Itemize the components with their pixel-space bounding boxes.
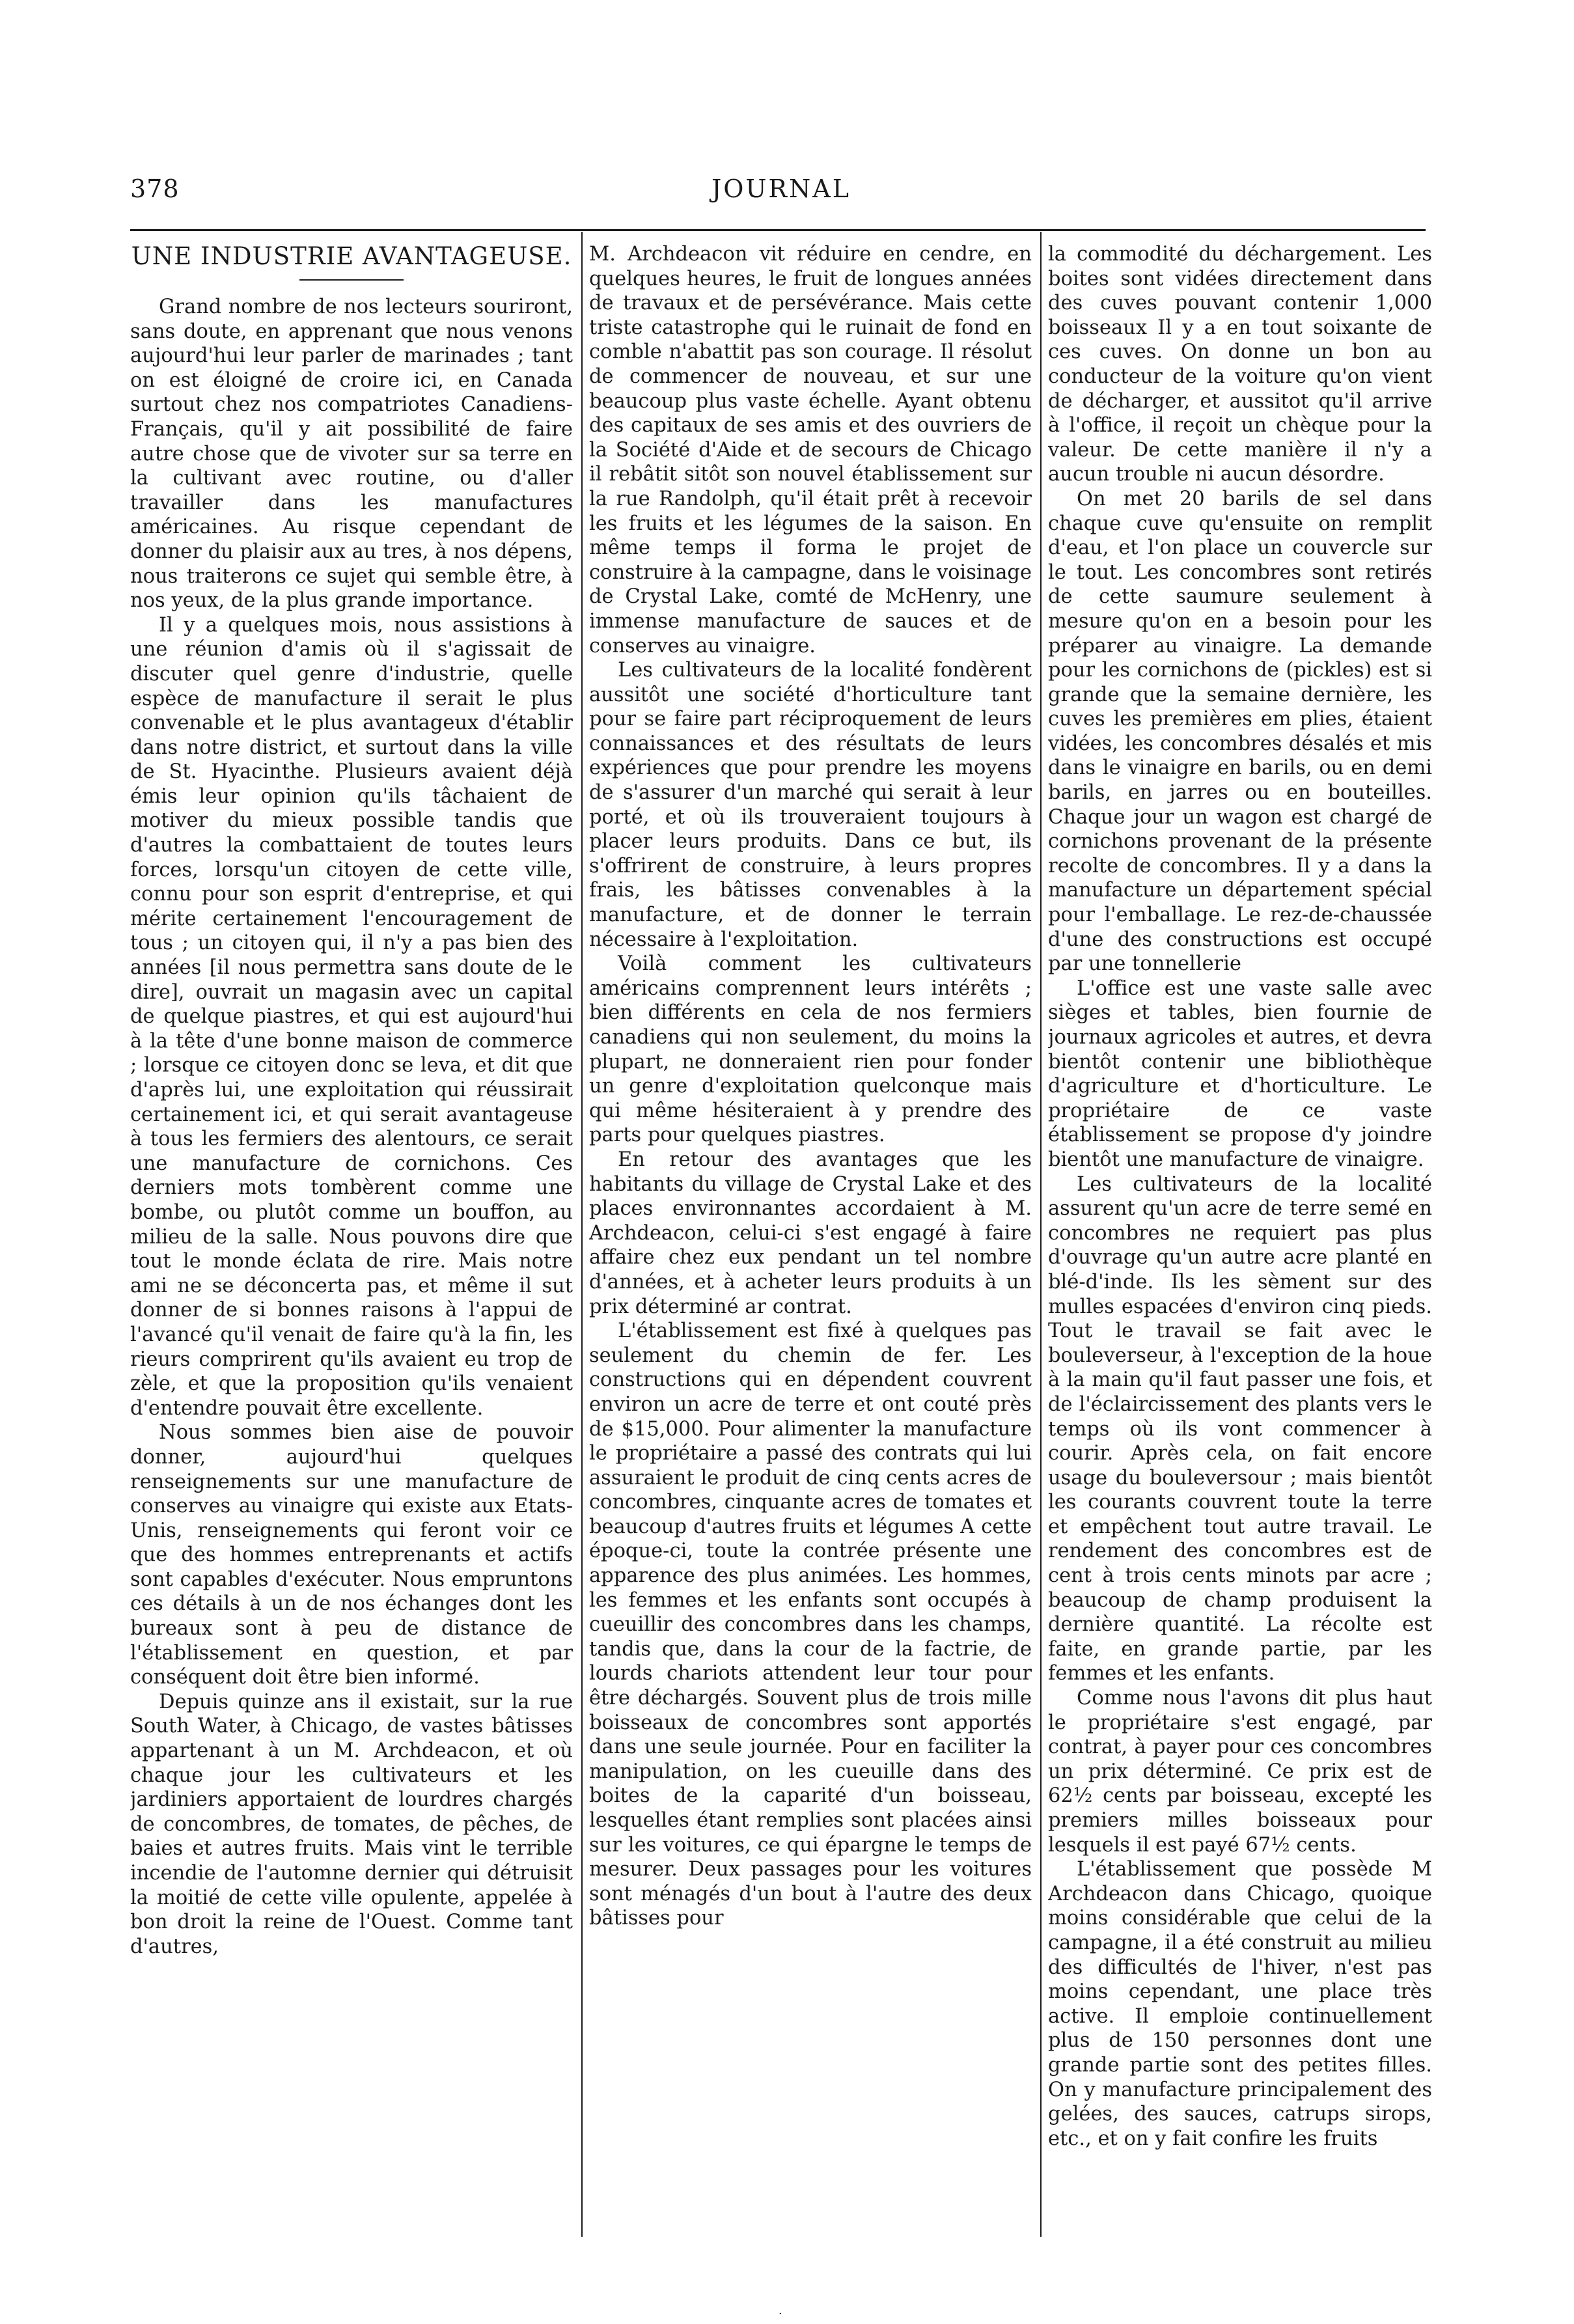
column-3-text [1048,242,1432,2151]
paragraph: Nous sommes bien aise de pouvoir donner, aujourd'hui quelques renseignements sur une manufacture de conserves au vinaigre qui existe aux Etats-Unis, renseignements qui feront voir ce que des hommes entreprenants et actifs sont capables d'exécuter. Nous empruntons ces détails à un de nos échanges dont les bureaux sont à peu de distance de l'établissement en question, et par conséquent doit être bien informé. [130,1421,573,1689]
page-header [130,174,1432,214]
paragraph: la commodité du déchargement. Les boites sont vidées directement dans des cuves pouvant contenir 1,000 boisseaux Il y a en tout soixante de ces cuves. On donne un bon au conducteur de la voiture qu'on vient de décharger, et aussitot qu'il arrive à l'office, il reçoit un chèque pour la valeur. De cette manière il n'y a aucun trouble ni aucun désordre. [1048,243,1432,486]
column-2 [589,242,1032,2273]
paragraph: L'établissement est fixé à quelques pas seulement du chemin de fer. Les constructions qui en dépendent couvrent environ un acre de terre et ont couté près de $15,000. Pour alimenter la manufacture le propriétaire a passé des contrats qui lui assuraient le produit de cinq cents acres de concombres, cinquante acres de tomates et beaucoup d'autres fruits et légumes A cette époque-ci, toute la contrée présente une apparence des plus animées. Les hommes, les femmes et les enfants sont occupés à cueuillir des concombres dans les champs, tandis que, dans la cour de la factrie, de lourds chariots attendent leur tour pour être déchargés. Souvent plus de trois mille boisseaux de concombres sont apportés dans une seule journée. Pour en faciliter la manipulation, on les cueuille dans des boites de la caparité d'un boisseau, lesquelles étant remplies sont placées ainsi sur les voitures, ce qui épargne le temps de mesurer. Deux passages pour les voitures sont ménagés d'un bout à l'autre des deux bâtisses pour [589,1320,1032,1930]
column-divider [1040,232,1042,2237]
paragraph: On met 20 barils de sel dans chaque cuve qu'ensuite on remplit d'eau, et l'on place un couvercle sur le tout. Les concombres sont retirés de cette saumure seulement à mesure qu'on en a besoin pour les préparer au vinaigre. La demande pour les cornichons de (pickles) est si grande que la semaine dernière, les cuves les premières em plies, étaient vidées, les concombres désalés et mis dans le vinaigre en barils, ou en demi barils, en jarres ou en bouteilles. Chaque jour un wagon est chargé de cornichons provenant de la présente recolte de concombres. Il y a dans la manufacture un département spécial pour l'emballage. Le rez-de-chaussée d'une des constructions est occupé par une tonnellerie [1048,487,1432,976]
column-2-text [589,242,1032,1931]
running-title: JOURNAL [711,174,851,203]
page-mark: · [779,2307,782,2321]
column-divider [581,232,583,2237]
header-rule [130,229,1426,231]
paragraph: L'office est une vaste salle avec sièges et tables, bien fournie de journaux agricoles et autres, et devra bientôt contenir une bibliothèque d'agriculture et d'horticulture. Le propriétaire de ce vaste établissement se propose d'y joindre bientôt une manufacture de vinaigre. [1048,976,1432,1171]
paragraph: L'établissement que possède M Archdeacon dans Chicago, quoique moins considérable que celui de la campagne, il a été construit au milieu des difficultés de l'hiver, n'est pas moins cependant, une place très active. Il emploie continuellement plus de 150 personnes dont une grande partie sont des petites filles. On y manufacture principalement des gelées, des sauces, catrups sirops, etc., et on y fait confire les fruits [1048,1858,1432,2150]
page-number: 378 [130,174,180,203]
paragraph: En retour des avantages que les habitants du village de Crystal Lake et des places environnantes accordaient à M. Archdeacon, celui-ci s'est engagé à faire affaire chez eux pendant un tel nombre d'années, et à acheter leurs produits à un prix déterminé ar contrat. [589,1148,1032,1318]
column-3 [1048,242,1432,2273]
article-title: UNE INDUSTRIE AVANTAGEUSE. [131,242,572,270]
paragraph: Voilà comment les cultivateurs américains comprennent leurs intérêts ; bien différents en cela de nos fermiers canadiens qui non seulement, du moins la plupart, ne donneraient rien pour fonder un genre d'exploitation quelconque mais qui même hésiteraient à y prendre des parts pour quelques piastres. [589,952,1032,1147]
title-rule [299,279,404,281]
paragraph: Les cultivateurs de la localité assurent qu'un acre de terre semé en concombres ne requiert pas plus d'ouvrage qu'un autre acre planté en blé-d'inde. Ils les sèment sur des mulles espacées d'environ cinq pieds. Tout le travail se fait avec le bouleverseur, à l'exception de la houe à la main qu'il faut passer une fois, et de l'éclaircissement des plants vers le temps où ils vont commencer à courir. Après cela, on fait encore usage du bouleversour ; mais bientôt les courants couvrent toute la terre et empêchent tout autre travail. Le rendement des concombres est de cent à trois cents minots par acre ; beaucoup de champ produisent la dernière quantité. La récolte est faite, en grande partie, par les femmes et les enfants. [1048,1172,1432,1685]
paragraph: Il y a quelques mois, nous assistions à une réunion d'amis où il s'agissait de discuter quel genre d'industrie, quelle espèce de manufacture il serait le plus convenable et le plus avantageux d'établir dans notre district, et surtout dans la ville de St. Hyacinthe. Plusieurs avaient déjà émis leur opinion qu'ils tâchaient de motiver du mieux possible tandis que d'autres la combattaient de toutes leurs forces, lorsqu'un citoyen de cette ville, connu pour son esprit d'entreprise, et qui mérite certainement l'encouragement de tous ; un citoyen qui, il n'y a pas bien des années [il nous permettra sans doute de le dire], ouvrait un magasin avec un capital de quelque piastres, et qui est aujourd'hui à la tête d'une bonne maison de commerce ; lorsque ce citoyen donc se leva, et dit que d'après lui, une exploitation qui réussirait certainement ici, et qui serait avantageuse à tous les fermiers des alentours, ce serait une manufacture de cornichons. Ces derniers mots tombèrent comme une bombe, ou plutôt comme un bouffon, au milieu de la salle. Nous pouvons dire que tout le monde éclata de rire. Mais notre ami ne se déconcerta pas, et même il sut donner de si bonnes raisons à l'appui de l'avancé qu'il venait de faire qu'à la fin, les rieurs comprirent qu'ils avaient eu trop de zèle, et que la proposition qu'ils venaient d'entendre pouvait être excellente. [130,613,573,1420]
column-1 [130,242,573,2273]
paragraph: Les cultivateurs de la localité fondèrent aussitôt une société d'horticulture tant pour se faire part réciproquement de leurs connaissances et des résultats de leurs expériences que pour prendre les moyens de s'assurer d'un marché qui serait à leur porté, et où ils trouveraient toujours à placer leurs produits. Dans ce but, ils s'offrirent de construire, à leurs propres frais, les bâtisses convenables à la manufacture, et de donner le terrain nécessaire à l'exploitation. [589,659,1032,951]
paragraph: Grand nombre de nos lecteurs souriront, sans doute, en apprenant que nous venons aujourd'hui leur parler de marinades ; tant on est éloigné de croire ici, en Canada surtout chez nos compatriotes Canadiens-Français, qu'il y ait possibilité de faire autre chose que de vivoter sur sa terre en la cultivant avec routine, ou d'aller travailler dans les manufactures américaines. Au risque cependant de donner du plaisir aux au tres, à nos dépens, nous traiterons ce sujet qui semble être, à nos yeux, de la plus grande importance. [130,296,573,613]
paragraph: M. Archdeacon vit réduire en cendre, en quelques heures, le fruit de longues années de travaux et de persévérance. Mais cette triste catastrophe qui le ruinait de fond en comble n'abattit pas son courage. Il résolut de commencer de nouveau, et sur une beaucoup plus vaste échelle. Ayant obtenu des capitaux de ses amis et des ouvriers de la Société d'Aide et de secours de Chicago il rebâtit sitôt son nouvel établissement sur la rue Randolph, qu'il était prêt à recevoir les fruits et les légumes de la saison. En même temps il forma le projet de construire à la campagne, dans le voisinage de Crystal Lake, comté de McHenry, une immense manufacture de sauces et de conserves au vinaigre. [589,243,1032,657]
paragraph: Comme nous l'avons dit plus haut le propriétaire s'est engagé, par contrat, à payer pour ces concombres un prix déterminé. Ce prix est de 62½ cents par boisseau, excepté les premiers milles boisseaux pour lesquels il est payé 67½ cents. [1048,1687,1432,1857]
paragraph: Depuis quinze ans il existait, sur la rue South Water, à Chicago, de vastes bâtisses appartenant à un M. Archdeacon, et où chaque jour les cultivateurs et les jardiniers apportaient de lourdres chargés de concombres, de tomates, de pêches, de baies et autres fruits. Mais vint le terrible incendie de l'automne dernier qui détruisit la moitié de cette ville opulente, appelée à bon droit la reine de l'Ouest. Comme tant d'autres, [130,1690,573,1958]
column-1-text [130,295,573,1959]
